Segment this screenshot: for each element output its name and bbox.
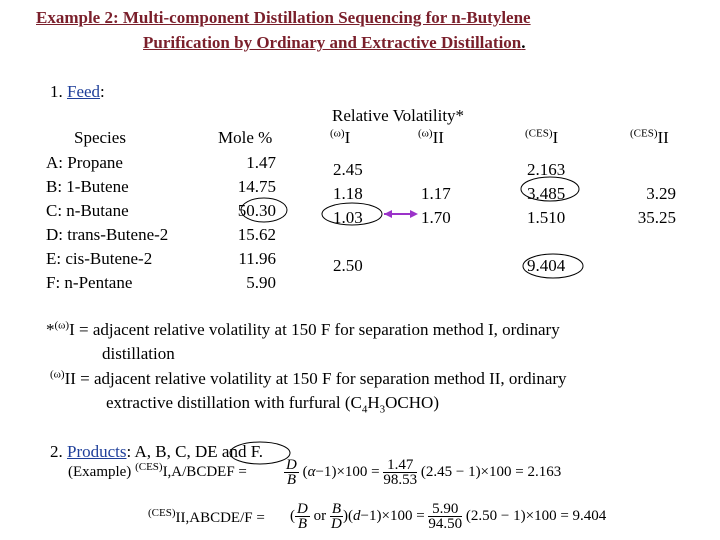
eq1-D: D [286,457,297,473]
eq2-den: 94.50 [428,516,463,532]
eq2-rest: (2.50 − 1)×100 = 9.404 [465,507,607,524]
species-e: E: cis-Butene-2 [46,249,153,268]
eq1-num: 1.47 [383,458,417,473]
mole-f: 5.90 [246,273,276,292]
eq2-B: B [297,516,307,532]
mole-e: 11.96 [238,249,276,268]
alpha-I-ab: 2.45 [333,160,363,179]
ces-I-label: I [552,128,559,147]
footnote-1 [46,320,560,340]
products-boxed-de: DE [195,442,218,461]
ces-I-bc: 3.485 [527,184,566,203]
species-f: F: n-Pentane [46,273,133,292]
mole-d: 15.62 [237,225,276,244]
footnote-2-text: II = adjacent relative volatility at 150 F for separation method II, ordinary [64,369,567,388]
ces-I-ab: 2.163 [527,160,566,179]
equation-1-label [68,461,247,481]
species-a: A: Propane [46,153,123,172]
feed-number: 1. [50,82,63,101]
sub-4: 4 [361,403,368,416]
eq1-frac-db [284,458,299,487]
eq2-or: or [313,507,327,524]
products-line [50,442,263,462]
eq1-minus1: −1 [315,463,332,480]
title-line-2-text: Purification by Ordinary and Extractive Distillation [143,33,522,52]
footnote-2-h: H [367,393,380,412]
eq2-x100: ×100 = [381,507,425,524]
mole-c: 50.30 [237,201,276,220]
eq1-frac-values [383,458,417,487]
eq2-paren-close: ) [343,507,349,524]
eq1-B: B [286,472,296,488]
eq1-paren: (α−1) [302,463,337,480]
circle-alpha-I-cd [322,203,382,225]
species-c: C: n-Butane [46,201,129,220]
mole-b: 14.75 [237,177,276,196]
alpha-II-label: II [432,128,444,147]
title-line-1: Example 2: Multi-component Distillation Sequencing for n-Butylene [36,8,531,27]
omega-prefix: (ω) [54,319,70,332]
eq1-prefix: (Example) [68,464,132,480]
eq2-minus1: −1 [360,507,377,524]
equation-1 [284,458,561,487]
ces-prefix: (CES) [630,127,658,140]
alpha-I-ef: 2.50 [333,256,363,275]
sub-3: 3 [379,403,386,416]
eq1-x100: ×100 = [336,463,380,480]
eq2-label-text: II,ABCDE/F = [175,510,265,526]
alpha-II-bc: 1.17 [421,184,451,203]
eq1-alpha: α [307,463,316,480]
relative-volatility-header: Relative Volatility* [332,106,465,125]
eq2-B2: B [331,501,342,517]
eq1-rest: (2.45 − 1)×100 = 2.163 [420,463,562,480]
ces-II-bc: 3.29 [646,184,676,203]
equation-2-label [148,507,265,527]
alpha-I-bc: 1.18 [333,184,363,203]
footnote-asterisk: * [46,320,55,339]
omega-prefix: (ω) [50,368,65,381]
products-number: 2. [50,442,63,461]
alpha-I-cd: 1.03 [333,208,363,227]
eq1-label-text: I,A/BCDEF = [162,464,247,480]
omega-prefix: (ω) [330,127,345,140]
eq2-ces: (CES) [148,507,176,519]
circle-ces-I-bc [521,177,579,201]
feed-label: Feed [67,82,101,101]
species-d: D: trans-Butene-2 [46,225,169,244]
feed-colon: : [100,82,105,101]
title-period: . [521,33,526,52]
eq1-ces: (CES) [135,461,163,473]
equation-2 [290,502,606,531]
eq2-paren-open: ( [290,507,295,524]
eq2-num: 5.90 [428,502,462,517]
products-label: Products [67,442,127,461]
ces-prefix: (CES) [525,127,553,140]
mole-a: 1.47 [246,153,276,172]
omega-prefix: (ω) [418,127,433,140]
circle-ces-I-ef [523,254,583,278]
footnote-1-cont: distillation [102,344,175,363]
footnote-2-cont-a: extractive distillation with furfural (C [106,393,362,412]
ces-II-cd: 35.25 [637,208,676,227]
eq2-d: d [353,507,361,524]
eq2-paren2: (d−1) [348,507,382,524]
footnote-2-cont [106,393,439,416]
species-header: Species [74,128,126,147]
ces-II-label: II [657,128,669,147]
eq2-D2: D [331,516,342,532]
eq2-frac-db [295,502,310,531]
arrow-head-right [410,210,418,218]
eq1-den: 98.53 [383,472,418,488]
ces-I-ef: 9.404 [527,256,566,275]
products-text-b: and F. [221,442,264,461]
alpha-II-cd: 1.70 [421,208,451,227]
eq2-D: D [297,501,308,517]
footnote-2-cont-b: OCHO) [385,393,439,412]
alpha-I-label: I [344,128,351,147]
arrow-head-left [384,210,392,218]
mole-header: Mole % [218,128,273,147]
products-text-a: : A, B, C, [126,442,191,461]
eq2-frac-bd [330,502,343,531]
species-b: B: 1-Butene [46,177,129,196]
circle-mole-c [241,198,287,222]
eq2-frac-values [428,502,462,531]
footnote-1-text: I = adjacent relative volatility at 150 F for separation method I, ordinary [69,320,560,339]
footnote-2 [50,369,567,389]
ces-I-cd: 1.510 [527,208,566,227]
